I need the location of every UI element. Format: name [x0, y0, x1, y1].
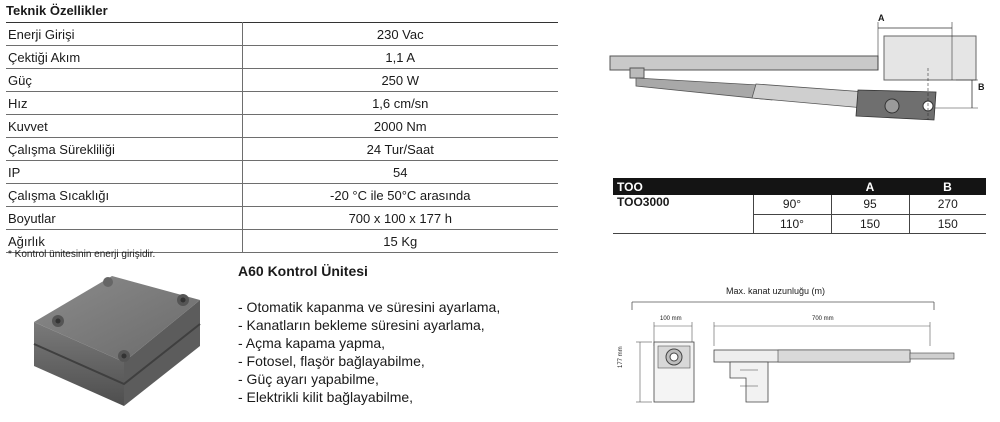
control-unit-box-image	[28, 270, 208, 412]
mounting-diagram	[606, 8, 996, 138]
spec-value: 24 Tur/Saat	[242, 138, 558, 161]
spec-value: 230 Vac	[242, 23, 558, 46]
control-unit-title: A60 Kontrol Ünitesi	[238, 263, 368, 279]
spec-value: 250 W	[242, 69, 558, 92]
spec-label: Güç	[6, 69, 242, 92]
feature-item: - Güç ayarı yapabilme,	[238, 371, 379, 387]
length-label: 700 mm	[812, 316, 834, 322]
spec-label: Ağırlık	[6, 230, 242, 253]
spec-footnote: * Kontrol ünitesinin enerji girişidir.	[8, 249, 156, 260]
spec-label: Enerji Girişi	[6, 23, 242, 46]
spec-row	[6, 138, 558, 161]
spec-row	[6, 184, 558, 207]
spec-label: Çalışma Sürekliliği	[6, 138, 242, 161]
feature-item: - Açma kapama yapma,	[238, 335, 386, 351]
spec-table	[6, 22, 558, 253]
too-a-value: 95	[831, 195, 909, 214]
feature-item: - Fotosel, flaşör bağlayabilme,	[238, 353, 425, 369]
spec-value: 700 x 100 x 177 h	[242, 207, 558, 230]
dimension-a-label: A	[878, 13, 885, 23]
spec-value: 15 Kg	[242, 230, 558, 253]
spec-value: 2000 Nm	[242, 115, 558, 138]
spec-label: Boyutlar	[6, 207, 242, 230]
spec-row	[6, 115, 558, 138]
spec-row	[6, 161, 558, 184]
too-a-value: 150	[831, 214, 909, 233]
spec-label: Kuvvet	[6, 115, 242, 138]
spec-title: Teknik Özellikler	[6, 3, 108, 18]
spec-row	[6, 207, 558, 230]
too-header-angle	[753, 178, 831, 195]
too-model: TOO3000	[613, 195, 753, 233]
spec-label: Çalışma Sıcaklığı	[6, 184, 242, 207]
feature-item: - Otomatik kapanma ve süresini ayarlama,	[238, 299, 501, 315]
feature-list	[238, 298, 500, 406]
spec-label: Hız	[6, 92, 242, 115]
spec-value: 1,6 cm/sn	[242, 92, 558, 115]
too-b-value: 150	[909, 214, 986, 233]
spec-label: Çektiği Akım	[6, 46, 242, 69]
spec-row	[6, 46, 558, 69]
spec-row	[6, 23, 558, 46]
spec-value: -20 °C ile 50°C arasında	[242, 184, 558, 207]
feature-item: - Elektrikli kilit bağlayabilme,	[238, 389, 414, 405]
spec-value: 54	[242, 161, 558, 184]
spec-row	[6, 92, 558, 115]
too-table	[613, 178, 986, 234]
too-header-model: TOO	[613, 178, 753, 195]
height-label: 177 mm	[618, 346, 624, 368]
feature-item: - Kanatların bekleme süresini ayarlama,	[238, 317, 485, 333]
spec-value: 1,1 A	[242, 46, 558, 69]
dimension-b-label: B	[978, 82, 985, 92]
too-angle: 110°	[753, 214, 831, 233]
too-angle: 90°	[753, 195, 831, 214]
too-header-a: A	[831, 178, 909, 195]
width-label: 100 mm	[660, 316, 682, 322]
too-b-value: 270	[909, 195, 986, 214]
spec-row	[6, 69, 558, 92]
too-header-b: B	[909, 178, 986, 195]
spec-label: IP	[6, 161, 242, 184]
max-wing-length-label: Max. kanat uzunluğu (m)	[726, 286, 826, 296]
